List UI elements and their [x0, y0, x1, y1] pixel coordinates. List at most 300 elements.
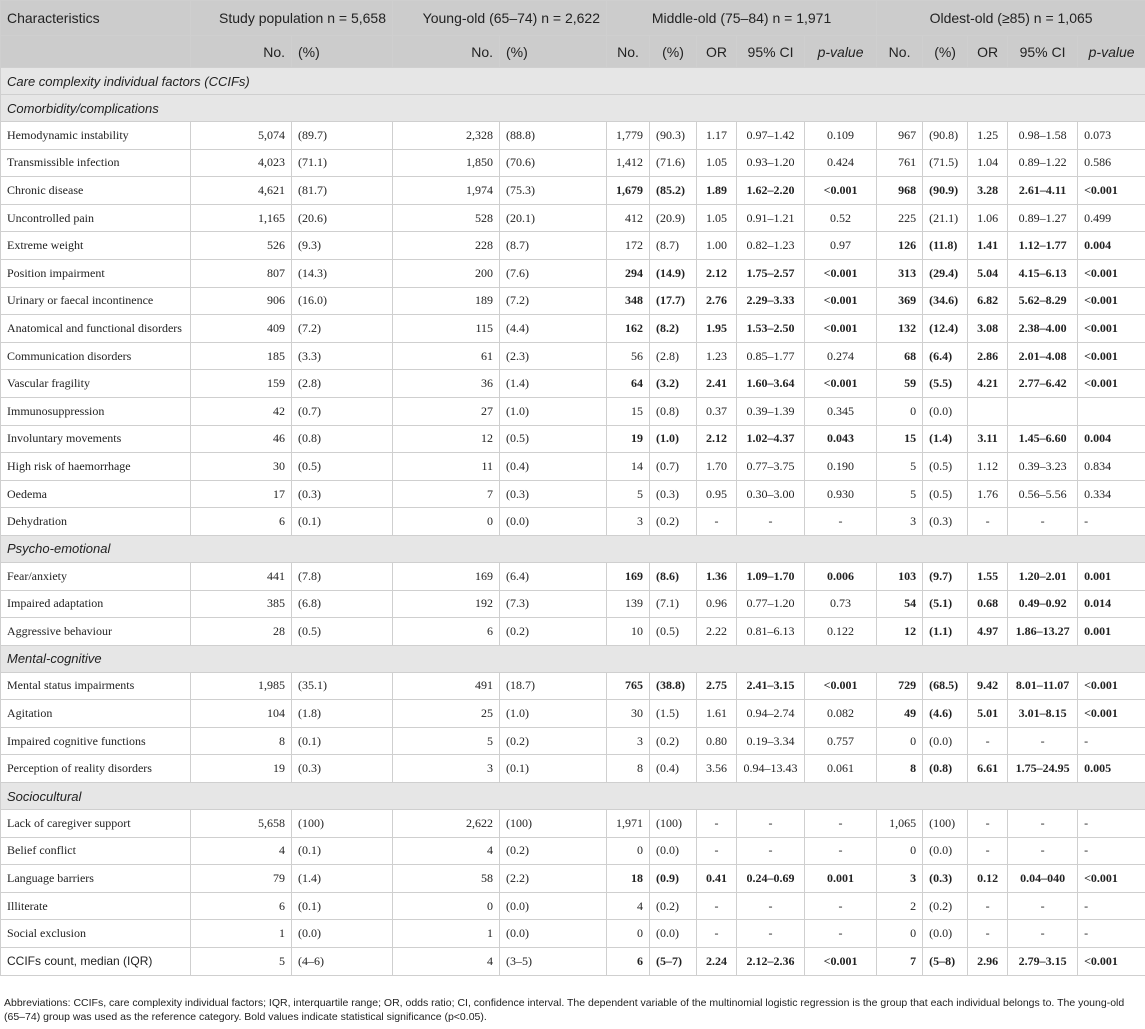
table-cell: 1.53–2.50	[737, 315, 805, 343]
table-cell: 0.81–6.13	[737, 618, 805, 646]
table-cell: -	[968, 920, 1008, 948]
row-label: Language barriers	[1, 865, 191, 893]
table-cell: 2	[877, 892, 923, 920]
section-title: Psycho-emotional	[1, 535, 1145, 562]
table-cell: 2.12	[697, 259, 737, 287]
table-cell: <0.001	[1078, 315, 1145, 343]
table-cell: <0.001	[805, 672, 877, 700]
header-p-value: p-value	[1078, 36, 1145, 68]
table-cell: 4,023	[191, 149, 292, 177]
table-row	[1, 232, 1145, 260]
table-cell: 4	[607, 892, 650, 920]
table-cell: (89.7)	[292, 122, 393, 150]
table-row	[1, 672, 1145, 700]
table-cell: 2.75	[697, 672, 737, 700]
table-cell: 1.09–1.70	[737, 562, 805, 590]
table-cell: 169	[393, 562, 500, 590]
table-cell: 0.082	[805, 700, 877, 728]
table-cell: 1.45–6.60	[1008, 425, 1078, 453]
table-cell: 6.61	[968, 755, 1008, 783]
table-cell: -	[968, 727, 1008, 755]
table-cell: 5	[191, 948, 292, 976]
table-cell: (0.3)	[292, 480, 393, 508]
table-cell: 0.68	[968, 590, 1008, 618]
table-cell: 5.01	[968, 700, 1008, 728]
table-cell: 6.82	[968, 287, 1008, 315]
table-cell: (3.2)	[650, 370, 697, 398]
table-cell: 1,679	[607, 177, 650, 205]
table-cell: 968	[877, 177, 923, 205]
table-cell	[1078, 397, 1145, 425]
table-cell: 5,658	[191, 810, 292, 838]
table-cell: 4.21	[968, 370, 1008, 398]
table-cell: 189	[393, 287, 500, 315]
table-cell: 2.12	[697, 425, 737, 453]
table-cell: (9.3)	[292, 232, 393, 260]
table-cell: 1.04	[968, 149, 1008, 177]
section-header	[1, 68, 1145, 95]
table-cell: 3	[393, 755, 500, 783]
table-row	[1, 892, 1145, 920]
table-row	[1, 755, 1145, 783]
table-cell: 172	[607, 232, 650, 260]
table-cell: (0.7)	[292, 397, 393, 425]
table-cell: (1.4)	[923, 425, 968, 453]
table-cell: 7	[393, 480, 500, 508]
table-cell: (0.2)	[500, 727, 607, 755]
table-cell: (2.3)	[500, 342, 607, 370]
table-cell: (0.5)	[923, 453, 968, 481]
table-cell: 61	[393, 342, 500, 370]
table-cell: 0.94–13.43	[737, 755, 805, 783]
row-label: Aggressive behaviour	[1, 618, 191, 646]
table-cell: 6	[607, 948, 650, 976]
table-cell: -	[1078, 727, 1145, 755]
table-cell: -	[737, 892, 805, 920]
table-row	[1, 727, 1145, 755]
table-cell: 15	[877, 425, 923, 453]
table-cell: (5.5)	[923, 370, 968, 398]
table-cell: -	[1008, 508, 1078, 536]
table-cell: -	[1008, 920, 1078, 948]
table-cell: 1.00	[697, 232, 737, 260]
table-cell: 3.11	[968, 425, 1008, 453]
table-cell: 0.345	[805, 397, 877, 425]
table-cell: 441	[191, 562, 292, 590]
table-cell: 0	[607, 837, 650, 865]
section-title: Care complexity individual factors (CCIFs)	[1, 68, 1145, 95]
table-cell: (0.7)	[650, 453, 697, 481]
table-cell: 0.49–0.92	[1008, 590, 1078, 618]
table-cell: 8.01–11.07	[1008, 672, 1078, 700]
table-cell: (100)	[292, 810, 393, 838]
table-cell: 1,971	[607, 810, 650, 838]
table-cell: 3	[877, 508, 923, 536]
table-row	[1, 453, 1145, 481]
row-label: Fear/anxiety	[1, 562, 191, 590]
table-cell: 5.04	[968, 259, 1008, 287]
header-blank	[1, 36, 191, 68]
table-cell: 11	[393, 453, 500, 481]
table-cell: 0.043	[805, 425, 877, 453]
header-p-value: p-value	[805, 36, 877, 68]
table-cell: (0.4)	[650, 755, 697, 783]
table-cell: 0.97–1.42	[737, 122, 805, 150]
table-cell: 294	[607, 259, 650, 287]
table-cell: 1.06	[968, 204, 1008, 232]
table-cell: -	[697, 920, 737, 948]
table-cell: 192	[393, 590, 500, 618]
table-cell: 385	[191, 590, 292, 618]
table-cell: -	[1008, 810, 1078, 838]
table-cell: 4	[191, 837, 292, 865]
table-cell: 2.79–3.15	[1008, 948, 1078, 976]
table-cell: 3	[877, 865, 923, 893]
table-cell: (8.7)	[650, 232, 697, 260]
table-cell: (0.2)	[650, 727, 697, 755]
header-pct: (%)	[500, 36, 607, 68]
header-oldest-old: Oldest-old (≥85) n = 1,065	[877, 1, 1145, 36]
table-cell: 1.75–24.95	[1008, 755, 1078, 783]
table-cell: (0.5)	[923, 480, 968, 508]
table-cell: 200	[393, 259, 500, 287]
table-cell: (1.8)	[292, 700, 393, 728]
table-cell: (6.4)	[923, 342, 968, 370]
table-cell: 412	[607, 204, 650, 232]
table-cell: (71.5)	[923, 149, 968, 177]
table-cell: 185	[191, 342, 292, 370]
header-pct: (%)	[650, 36, 697, 68]
table-cell: 4	[393, 948, 500, 976]
table-cell: 30	[607, 700, 650, 728]
table-cell: 2.96	[968, 948, 1008, 976]
table-cell: 0.19–3.34	[737, 727, 805, 755]
table-cell: <0.001	[805, 370, 877, 398]
table-body	[1, 68, 1145, 976]
table-cell: (0.1)	[500, 755, 607, 783]
table-cell: 132	[877, 315, 923, 343]
header-study-population: Study population n = 5,658	[191, 1, 393, 36]
table-cell: (0.3)	[923, 508, 968, 536]
table-cell: 27	[393, 397, 500, 425]
table-cell: 103	[877, 562, 923, 590]
table-cell: 25	[393, 700, 500, 728]
table-cell: -	[1078, 920, 1145, 948]
table-cell: 0	[393, 508, 500, 536]
table-cell: (0.3)	[923, 865, 968, 893]
table-cell: 1.05	[697, 149, 737, 177]
table-row	[1, 948, 1145, 976]
table-cell: (2.2)	[500, 865, 607, 893]
table-cell: 0.757	[805, 727, 877, 755]
table-cell: 49	[877, 700, 923, 728]
table-cell: 7	[877, 948, 923, 976]
table-row	[1, 618, 1145, 646]
row-label: Urinary or faecal incontinence	[1, 287, 191, 315]
row-label: Mental status impairments	[1, 672, 191, 700]
table-cell: 1.70	[697, 453, 737, 481]
table-row	[1, 342, 1145, 370]
header-no: No.	[191, 36, 292, 68]
table-cell: (2.8)	[650, 342, 697, 370]
table-cell: (0.5)	[292, 453, 393, 481]
table-cell: 1.55	[968, 562, 1008, 590]
table-cell: (71.6)	[650, 149, 697, 177]
table-cell: 0.12	[968, 865, 1008, 893]
table-cell: (0.0)	[923, 920, 968, 948]
table-cell: (0.0)	[500, 920, 607, 948]
table-cell: 8	[191, 727, 292, 755]
table-cell: -	[737, 920, 805, 948]
table-cell: (0.5)	[500, 425, 607, 453]
table-cell: 3.08	[968, 315, 1008, 343]
header-or: OR	[697, 36, 737, 68]
table-cell: 409	[191, 315, 292, 343]
table-cell: 139	[607, 590, 650, 618]
table-cell: (20.1)	[500, 204, 607, 232]
table-cell: 0.499	[1078, 204, 1145, 232]
table-cell: <0.001	[1078, 948, 1145, 976]
table-cell: (90.3)	[650, 122, 697, 150]
table-cell: 0.930	[805, 480, 877, 508]
table-cell: 18	[607, 865, 650, 893]
table-cell: 162	[607, 315, 650, 343]
table-cell: 0.56–5.56	[1008, 480, 1078, 508]
table-cell: (0.8)	[292, 425, 393, 453]
table-cell: 0.073	[1078, 122, 1145, 150]
table-cell: 0.39–1.39	[737, 397, 805, 425]
table-cell: (0.8)	[923, 755, 968, 783]
table-cell: 2.61–4.11	[1008, 177, 1078, 205]
table-cell: 906	[191, 287, 292, 315]
table-cell: 1,850	[393, 149, 500, 177]
table-cell: (68.5)	[923, 672, 968, 700]
table-row	[1, 397, 1145, 425]
table-cell: 348	[607, 287, 650, 315]
table-cell: (4.4)	[500, 315, 607, 343]
section-header	[1, 535, 1145, 562]
table-cell: 0.061	[805, 755, 877, 783]
table-cell: <0.001	[1078, 370, 1145, 398]
table-cell: 3	[607, 727, 650, 755]
table-cell: (5–8)	[923, 948, 968, 976]
table-cell: (0.3)	[500, 480, 607, 508]
header-row-2	[1, 36, 1145, 68]
table-cell: 0	[877, 920, 923, 948]
header-no: No.	[393, 36, 500, 68]
table-cell: 807	[191, 259, 292, 287]
table-cell: 2.41–3.15	[737, 672, 805, 700]
table-cell: 528	[393, 204, 500, 232]
table-row	[1, 562, 1145, 590]
table-cell: 58	[393, 865, 500, 893]
table-cell: (0.2)	[500, 837, 607, 865]
table-cell: 0.89–1.27	[1008, 204, 1078, 232]
table-cell: -	[968, 508, 1008, 536]
table-cell: <0.001	[805, 287, 877, 315]
table-cell: 1.05	[697, 204, 737, 232]
table-cell: 0.85–1.77	[737, 342, 805, 370]
table-row	[1, 177, 1145, 205]
table-cell: 228	[393, 232, 500, 260]
table-cell: (38.8)	[650, 672, 697, 700]
table-cell: 0.77–3.75	[737, 453, 805, 481]
table-cell: (16.0)	[292, 287, 393, 315]
table-cell: 0.04–040	[1008, 865, 1078, 893]
table-cell: (0.2)	[500, 618, 607, 646]
table-cell: 1,412	[607, 149, 650, 177]
table-cell: (14.9)	[650, 259, 697, 287]
table-cell: -	[1008, 892, 1078, 920]
table-cell: (35.1)	[292, 672, 393, 700]
table-cell: 0.97	[805, 232, 877, 260]
table-cell: 1.62–2.20	[737, 177, 805, 205]
table-cell: -	[737, 810, 805, 838]
table-cell: 0.001	[1078, 562, 1145, 590]
table-cell: 1.25	[968, 122, 1008, 150]
row-label: Anatomical and functional disorders	[1, 315, 191, 343]
row-label: Hemodynamic instability	[1, 122, 191, 150]
header-ci: 95% CI	[737, 36, 805, 68]
table-cell: 0.77–1.20	[737, 590, 805, 618]
table-cell: -	[1078, 837, 1145, 865]
table-row	[1, 122, 1145, 150]
section-header	[1, 783, 1145, 810]
table-cell: (0.0)	[500, 508, 607, 536]
table-cell: 1.20–2.01	[1008, 562, 1078, 590]
table-cell: 56	[607, 342, 650, 370]
table-cell: (0.0)	[292, 920, 393, 948]
table-cell: (18.7)	[500, 672, 607, 700]
table-cell: 0.30–3.00	[737, 480, 805, 508]
row-label: High risk of haemorrhage	[1, 453, 191, 481]
table-cell: (75.3)	[500, 177, 607, 205]
table-cell: -	[805, 837, 877, 865]
header-or: OR	[968, 36, 1008, 68]
table-cell: <0.001	[1078, 342, 1145, 370]
table-cell: (1.0)	[500, 397, 607, 425]
table-cell: 0.98–1.58	[1008, 122, 1078, 150]
row-label: Oedema	[1, 480, 191, 508]
row-label: CCIFs count, median (IQR)	[1, 948, 191, 976]
table-cell: -	[1008, 727, 1078, 755]
table-cell: (1.0)	[500, 700, 607, 728]
table-row	[1, 315, 1145, 343]
table-cell: (1.1)	[923, 618, 968, 646]
table-cell: 2.41	[697, 370, 737, 398]
table-cell: 64	[607, 370, 650, 398]
table-cell	[968, 397, 1008, 425]
table-cell: (0.3)	[292, 755, 393, 783]
table-cell: 765	[607, 672, 650, 700]
table-cell: 0	[877, 837, 923, 865]
table-cell: 42	[191, 397, 292, 425]
table-cell: <0.001	[805, 259, 877, 287]
table-cell: 0.190	[805, 453, 877, 481]
table-cell: 2.29–3.33	[737, 287, 805, 315]
table-cell: (6.8)	[292, 590, 393, 618]
table-cell: 28	[191, 618, 292, 646]
table-cell: 4,621	[191, 177, 292, 205]
row-label: Lack of caregiver support	[1, 810, 191, 838]
table-cell: 0	[877, 397, 923, 425]
table-cell: 36	[393, 370, 500, 398]
table-cell: -	[968, 892, 1008, 920]
table-cell: (0.8)	[650, 397, 697, 425]
table-cell: (3–5)	[500, 948, 607, 976]
table-cell: <0.001	[805, 315, 877, 343]
table-cell: (12.4)	[923, 315, 968, 343]
row-label: Uncontrolled pain	[1, 204, 191, 232]
table-cell: 1.12	[968, 453, 1008, 481]
table-cell: 0.96	[697, 590, 737, 618]
table-cell: (2.8)	[292, 370, 393, 398]
table-cell: 0.52	[805, 204, 877, 232]
table-cell: (8.7)	[500, 232, 607, 260]
table-cell: (11.8)	[923, 232, 968, 260]
table-cell: <0.001	[805, 177, 877, 205]
table-cell: 6	[191, 892, 292, 920]
table-cell: (70.6)	[500, 149, 607, 177]
table-cell: (20.9)	[650, 204, 697, 232]
header-middle-old: Middle-old (75–84) n = 1,971	[607, 1, 877, 36]
row-label: Social exclusion	[1, 920, 191, 948]
table-cell: -	[1078, 508, 1145, 536]
table-cell: (90.9)	[923, 177, 968, 205]
table-cell: 1,779	[607, 122, 650, 150]
row-label: Transmissible infection	[1, 149, 191, 177]
header-row-1	[1, 1, 1145, 36]
row-label: Perception of reality disorders	[1, 755, 191, 783]
table-cell: 0.80	[697, 727, 737, 755]
table-cell: 5	[393, 727, 500, 755]
table-row	[1, 204, 1145, 232]
table-cell: (90.8)	[923, 122, 968, 150]
row-label: Involuntary movements	[1, 425, 191, 453]
table-row	[1, 287, 1145, 315]
table-cell: -	[697, 810, 737, 838]
table-cell: (88.8)	[500, 122, 607, 150]
table-cell: (0.0)	[500, 892, 607, 920]
table-cell: (1.0)	[650, 425, 697, 453]
table-cell: <0.001	[1078, 700, 1145, 728]
table-cell: 1.23	[697, 342, 737, 370]
table-cell: 0.334	[1078, 480, 1145, 508]
table-row	[1, 865, 1145, 893]
table-cell: (85.2)	[650, 177, 697, 205]
table-cell: 491	[393, 672, 500, 700]
table-cell: 1.86–13.27	[1008, 618, 1078, 646]
table-cell: (1.4)	[292, 865, 393, 893]
table-cell: 1.61	[697, 700, 737, 728]
table-cell: 2.86	[968, 342, 1008, 370]
table-cell: 30	[191, 453, 292, 481]
section-title: Sociocultural	[1, 783, 1145, 810]
table-cell: -	[805, 920, 877, 948]
table-cell: 1,165	[191, 204, 292, 232]
table-row	[1, 149, 1145, 177]
table-cell: (7.3)	[500, 590, 607, 618]
table-cell: 1.75–2.57	[737, 259, 805, 287]
table-cell: (21.1)	[923, 204, 968, 232]
table-cell: 10	[607, 618, 650, 646]
table-cell: 4.15–6.13	[1008, 259, 1078, 287]
table-cell: 2.22	[697, 618, 737, 646]
section-header	[1, 645, 1145, 672]
table-cell: 0.91–1.21	[737, 204, 805, 232]
table-cell: 0.834	[1078, 453, 1145, 481]
table-row	[1, 810, 1145, 838]
